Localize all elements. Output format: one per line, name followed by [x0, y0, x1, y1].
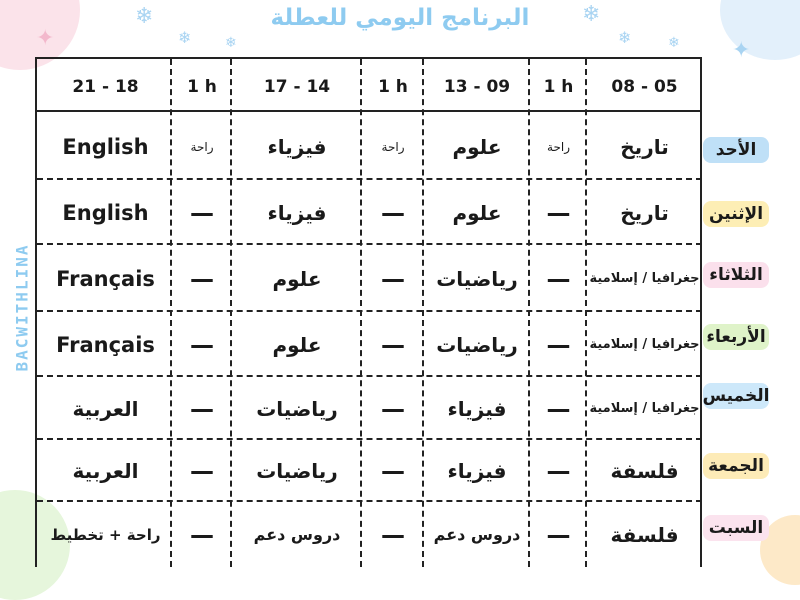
column-header: 17 - 14: [263, 76, 331, 97]
schedule-cell: فيزياء: [267, 200, 327, 225]
schedule-cell: دروس دعم: [253, 525, 341, 544]
empty-slot: —: [190, 457, 214, 485]
schedule-cell: علوم: [272, 266, 322, 291]
side-watermark-text: BACWITHLINA: [12, 243, 32, 371]
schedule-cell: راحة: [547, 140, 570, 154]
day-label: الإثنين: [703, 201, 769, 227]
side-watermark: [10, 212, 34, 402]
schedule-cell: Français: [56, 266, 155, 291]
schedule-cell: راحة: [190, 140, 214, 154]
schedule-cell: جغرافيا / إسلامية: [589, 337, 700, 352]
column-header: 1 h: [187, 76, 217, 97]
empty-slot: —: [381, 330, 405, 359]
schedule-cell: رياضيات: [436, 332, 518, 357]
empty-slot: —: [546, 264, 571, 293]
sparkle-icon: ✦: [36, 26, 55, 51]
page-title: البرنامج اليومي للعطلة: [270, 5, 530, 31]
day-label: الأحد: [703, 137, 769, 163]
snowflake-icon: ❄: [618, 28, 632, 47]
empty-slot: —: [190, 520, 214, 549]
snowflake-icon: ❄: [225, 35, 237, 51]
empty-slot: —: [546, 394, 571, 423]
day-label: السبت: [703, 515, 769, 541]
column-header: 08 - 05: [611, 76, 678, 97]
column-header: 1 h: [543, 76, 574, 97]
snowflake-icon: ❄: [668, 35, 680, 51]
schedule-cell: علوم: [452, 200, 502, 225]
schedule-cell: English: [62, 135, 149, 159]
sparkle-icon: ✦: [732, 38, 751, 63]
column-header: 1 h: [378, 76, 408, 97]
schedule-cell: علوم: [452, 135, 502, 159]
day-label: الجمعة: [703, 453, 769, 479]
schedule-cell: راحة: [381, 140, 405, 154]
schedule-cell: العربية: [72, 396, 139, 421]
schedule-cell: جغرافيا / إسلامية: [589, 271, 700, 286]
column-header: 21 - 18: [72, 76, 139, 97]
empty-slot: —: [190, 394, 214, 423]
empty-slot: —: [381, 264, 405, 293]
schedule-cell: فلسفة: [610, 522, 679, 547]
empty-slot: —: [190, 198, 214, 227]
empty-slot: —: [381, 394, 405, 423]
schedule-cell: Français: [56, 332, 155, 357]
empty-slot: —: [546, 330, 571, 359]
schedule-cell: فيزياء: [447, 459, 507, 483]
schedule-cell: English: [62, 200, 149, 225]
schedule-cell: فيزياء: [267, 135, 327, 159]
schedule-cell: رياضيات: [256, 396, 338, 421]
day-label: الأربعاء: [703, 324, 769, 350]
empty-slot: —: [190, 330, 214, 359]
day-label: الخميس: [703, 383, 769, 409]
schedule-cell: العربية: [72, 459, 139, 483]
snowflake-icon: ❄: [582, 2, 601, 27]
schedule-cell: رياضيات: [256, 459, 338, 483]
schedule-cell: راحة + تخطيط: [50, 525, 161, 544]
empty-slot: —: [381, 198, 405, 227]
schedule-cell: علوم: [272, 332, 322, 357]
schedule-cell: جغرافيا / إسلامية: [589, 401, 700, 416]
empty-slot: —: [546, 520, 571, 549]
empty-slot: —: [381, 457, 405, 485]
empty-slot: —: [190, 264, 214, 293]
schedule-table: [35, 57, 702, 567]
empty-slot: —: [546, 198, 571, 227]
schedule-cell: فلسفة: [610, 459, 679, 483]
schedule-cell: فيزياء: [447, 396, 507, 421]
schedule-cell: تاريخ: [620, 200, 669, 225]
empty-slot: —: [546, 457, 571, 485]
snowflake-icon: ❄: [135, 4, 154, 29]
schedule-cell: تاريخ: [620, 135, 669, 159]
day-label: الثلاثاء: [703, 262, 769, 288]
column-header: 13 - 09: [443, 76, 511, 97]
empty-slot: —: [381, 520, 405, 549]
schedule-cell: رياضيات: [436, 266, 518, 291]
schedule-cell: دروس دعم: [433, 525, 521, 544]
snowflake-icon: ❄: [178, 28, 192, 47]
